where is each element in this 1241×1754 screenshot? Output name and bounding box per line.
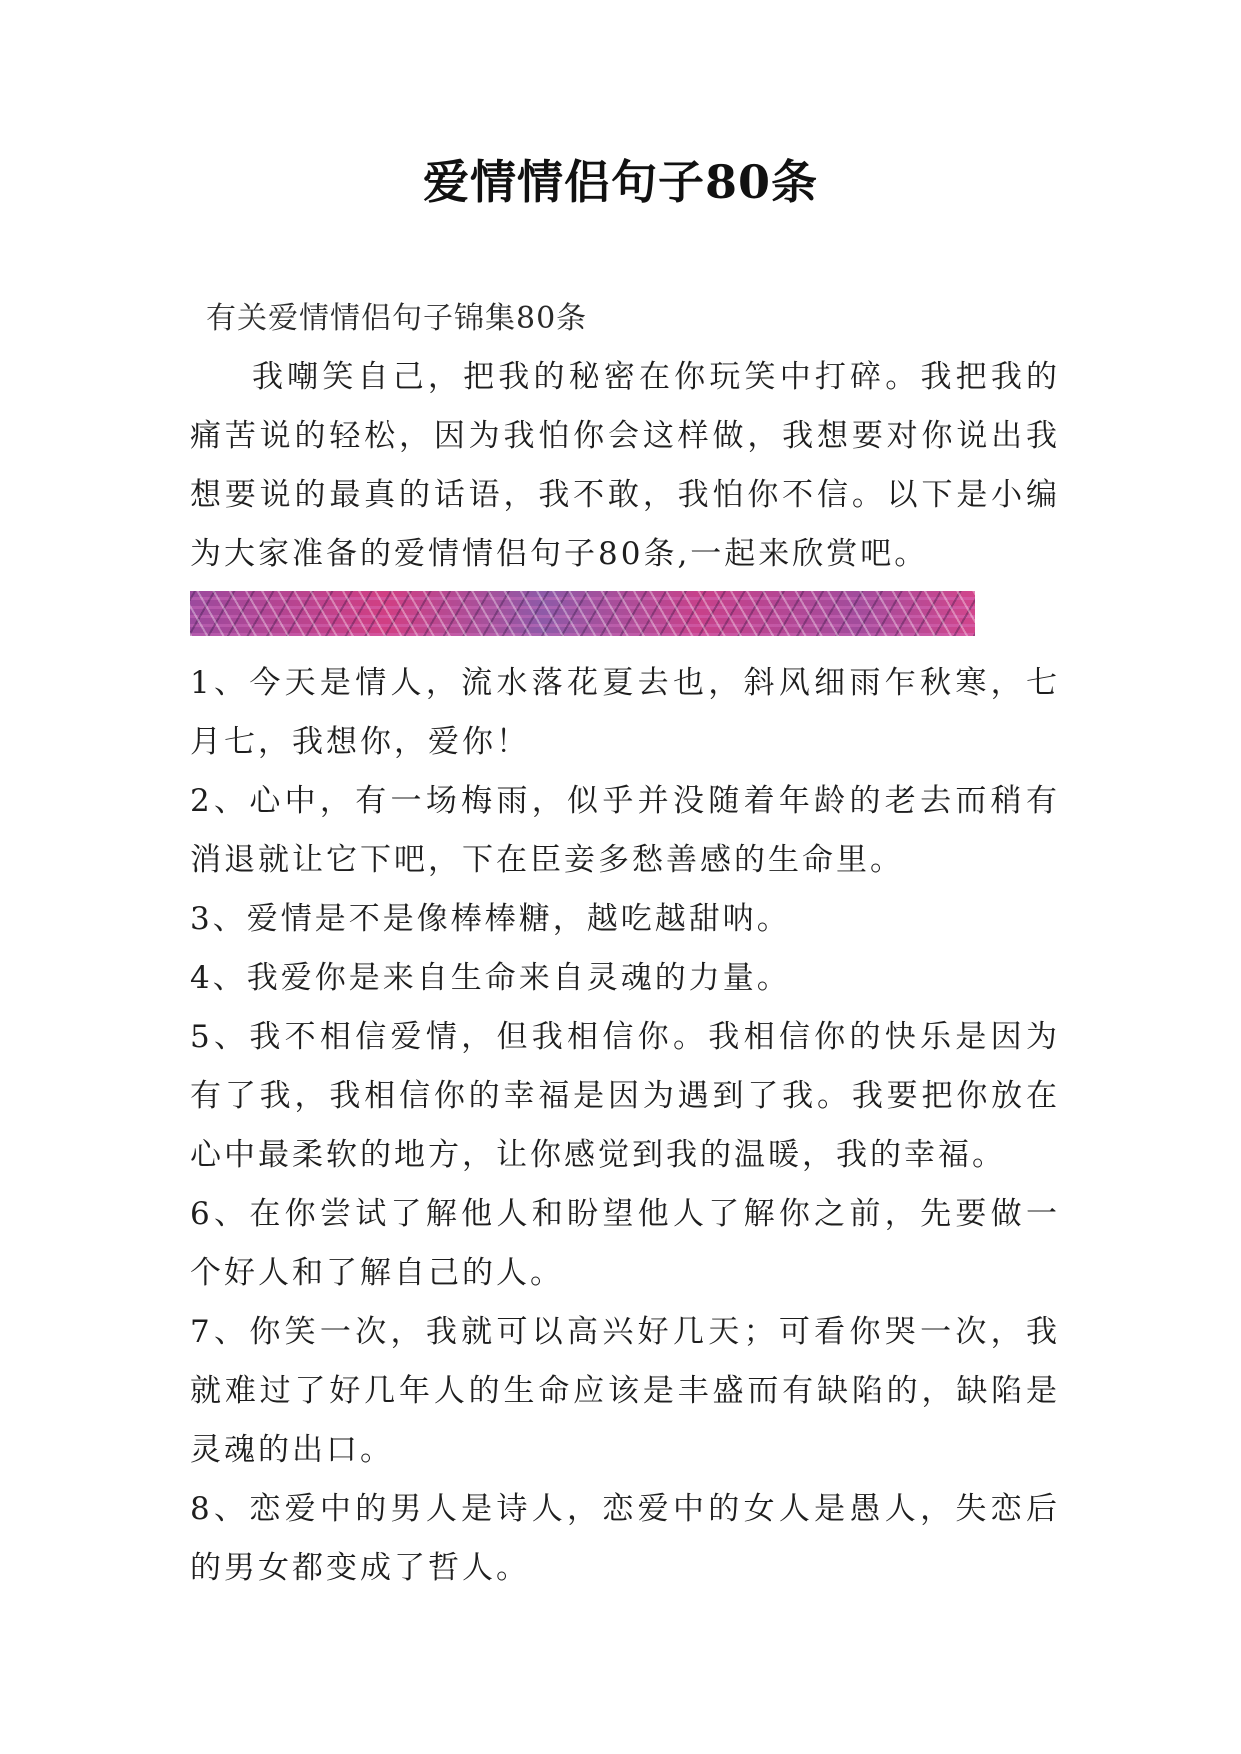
list-item: 1、今天是情人，流水落花夏去也，斜风细雨乍秋寒，七月七，我想你，爱你！: [190, 665, 1060, 760]
list-item: 2、心中，有一场梅雨，似乎并没随着年龄的老去而稍有消退就让它下吧，下在臣妾多愁善感的生命里。: [190, 783, 1060, 878]
list-item: 4、我爱你是来自生命来自灵魂的力量。: [190, 960, 791, 996]
list-item: 8、恋爱中的男人是诗人，恋爱中的女人是愚人，失恋后的男女都变成了哲人。: [190, 1491, 1060, 1586]
list-item: 3、爱情是不是像棒棒糖，越吃越甜呐。: [190, 901, 791, 937]
intro-paragraph: 我嘲笑自己，把我的秘密在你玩笑中打碎。我把我的痛苦说的轻松，因为我怕你会这样做，我想要对你说出我想要说的最真的话语，我不敢，我怕你不信。以下是小编为大家准备的爱情情侣句子80条,一起来欣赏吧。: [190, 359, 1060, 572]
decorative-banner-image: [190, 591, 975, 636]
document-subtitle: 有关爱情情侣句子锦集80条: [206, 301, 588, 336]
document-title: 爱情情侣句子80条: [422, 155, 818, 209]
list-item: 6、在你尝试了解他人和盼望他人了解你之前，先要做一个好人和了解自己的人。: [190, 1196, 1060, 1291]
list-item: 7、你笑一次，我就可以高兴好几天；可看你哭一次，我就难过了好几年人的生命应该是丰盛而有缺陷的，缺陷是灵魂的出口。: [190, 1314, 1060, 1468]
document-body: [190, 290, 1060, 1598]
list-item: 5、我不相信爱情，但我相信你。我相信你的快乐是因为有了我，我相信你的幸福是因为遇到了我。我要把你放在心中最柔软的地方，让你感觉到我的温暖，我的幸福。: [190, 1019, 1060, 1173]
